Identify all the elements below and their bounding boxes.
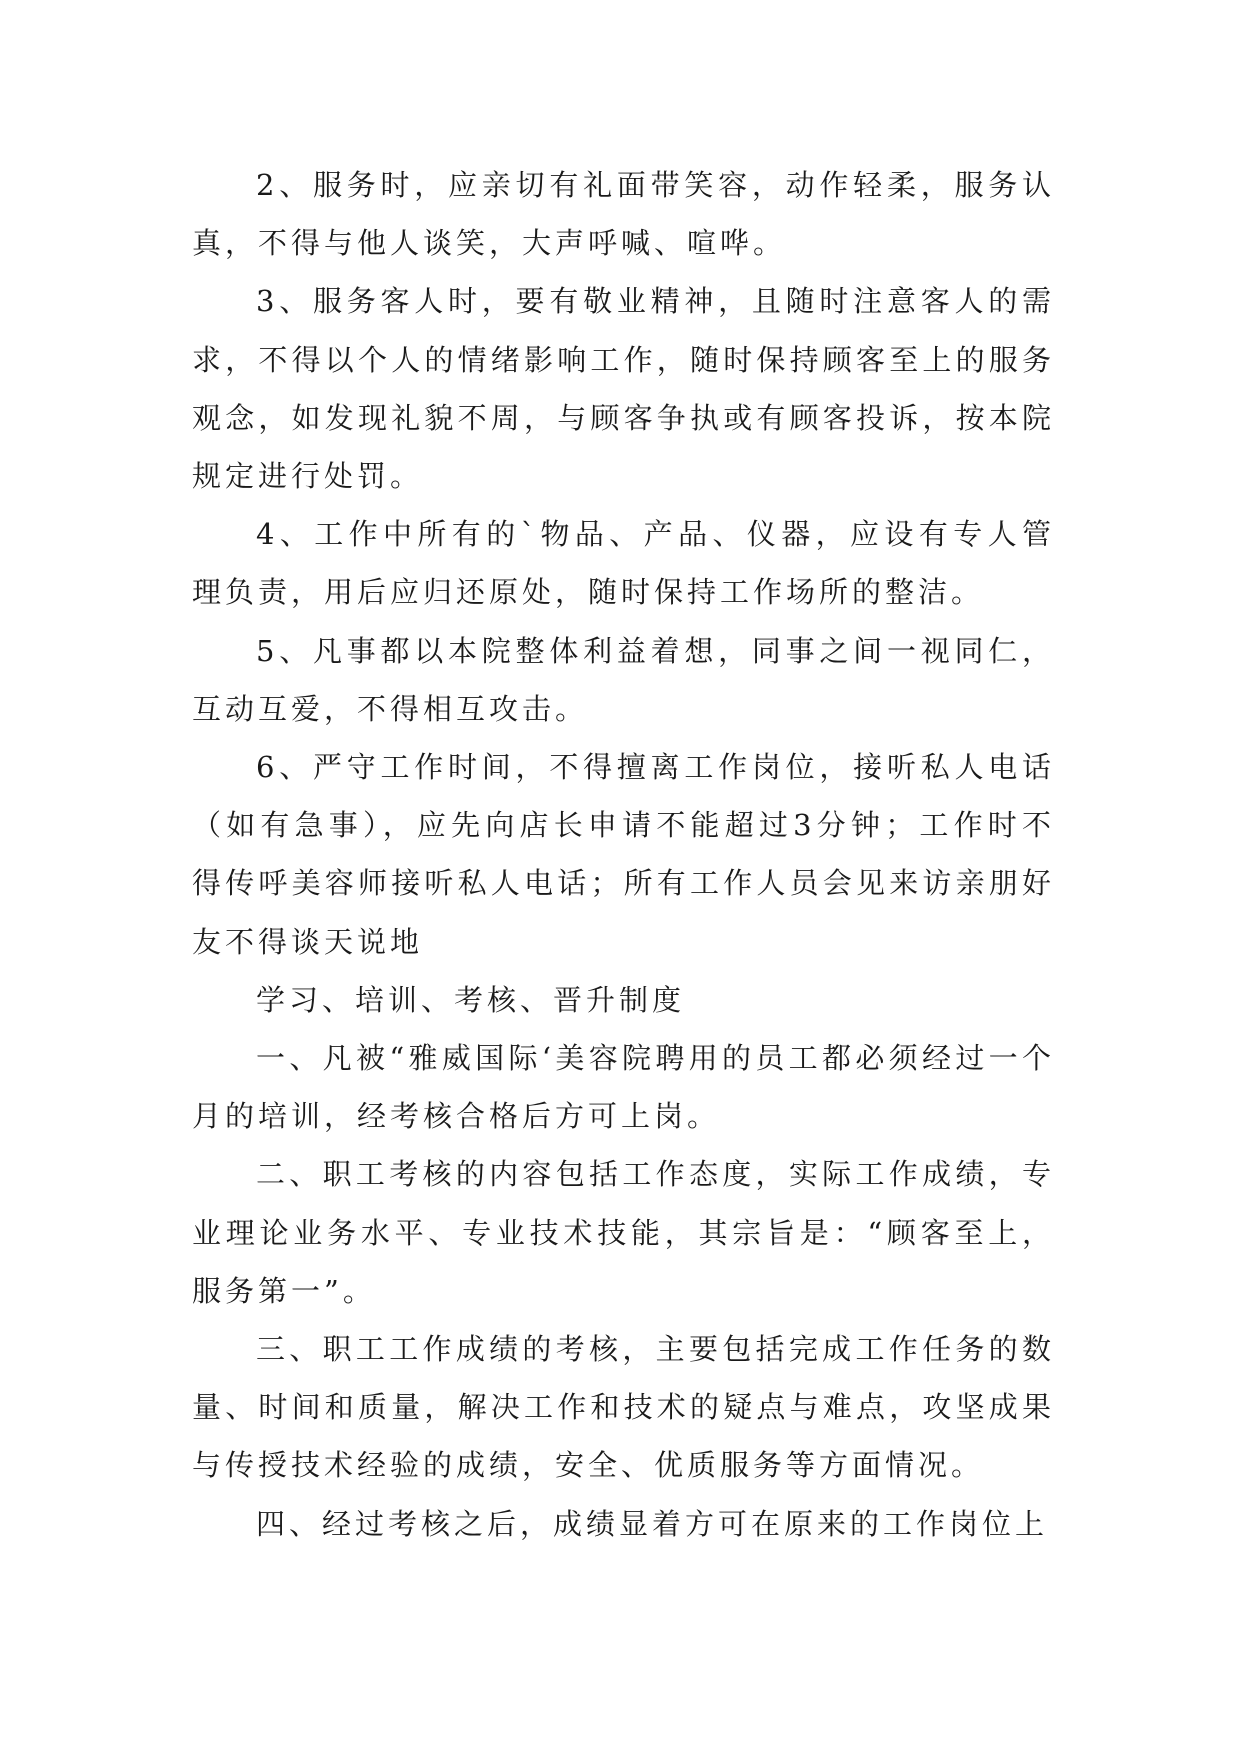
paragraph-training-two: 二、职工考核的内容包括工作态度，实际工作成绩，专业理论业务水平、专业技术技能，其宗旨是：“顾客至上，服务第一”。 — [192, 1157, 1055, 1308]
paragraph-service-manner: 2、服务时，应亲切有礼面带笑容，动作轻柔，服务认真，不得与他人谈笑，大声呼喊、喧哗。 — [192, 168, 1055, 261]
section-heading-training: 学习、培训、考核、晋升制度 — [256, 982, 686, 1017]
paragraph-work-hours: 6、严守工作时间，不得擅离工作岗位，接听私人电话（如有急事），应先向店长申请不能超过3分钟；工作时不得传呼美容师接听私人电话；所有工作人员会见来访亲朋好友不得谈天说地 — [192, 750, 1055, 959]
paragraph-training-three: 三、职工工作成绩的考核，主要包括完成工作任务的数量、时间和质量，解决工作和技术的疑点与难点，攻坚成果与传授技术经验的成绩，安全、优质服务等方面情况。 — [192, 1332, 1055, 1483]
document-body — [192, 156, 1055, 1553]
paragraph-training-one: 一、凡被“雅威国际‘美容院聘用的员工都必须经过一个月的培训，经考核合格后方可上岗。 — [192, 1041, 1055, 1134]
paragraph-equipment-management: 4、工作中所有的`物品、产品、仪器，应设有专人管理负责，用后应归还原处，随时保持工作场所的整洁。 — [192, 517, 1055, 610]
paragraph-customer-needs: 3、服务客人时，要有敬业精神，且随时注意客人的需求，不得以个人的情绪影响工作，随时保持顾客至上的服务观念，如发现礼貌不周，与顾客争执或有顾客投诉，按本院规定进行处罚。 — [192, 284, 1055, 494]
paragraph-collective-interest: 5、凡事都以本院整体利益着想，同事之间一视同仁，互动互爱，不得相互攻击。 — [192, 633, 1055, 726]
paragraph-training-four: 四、经过考核之后，成绩显着方可在原来的工作岗位上 — [256, 1506, 1049, 1541]
